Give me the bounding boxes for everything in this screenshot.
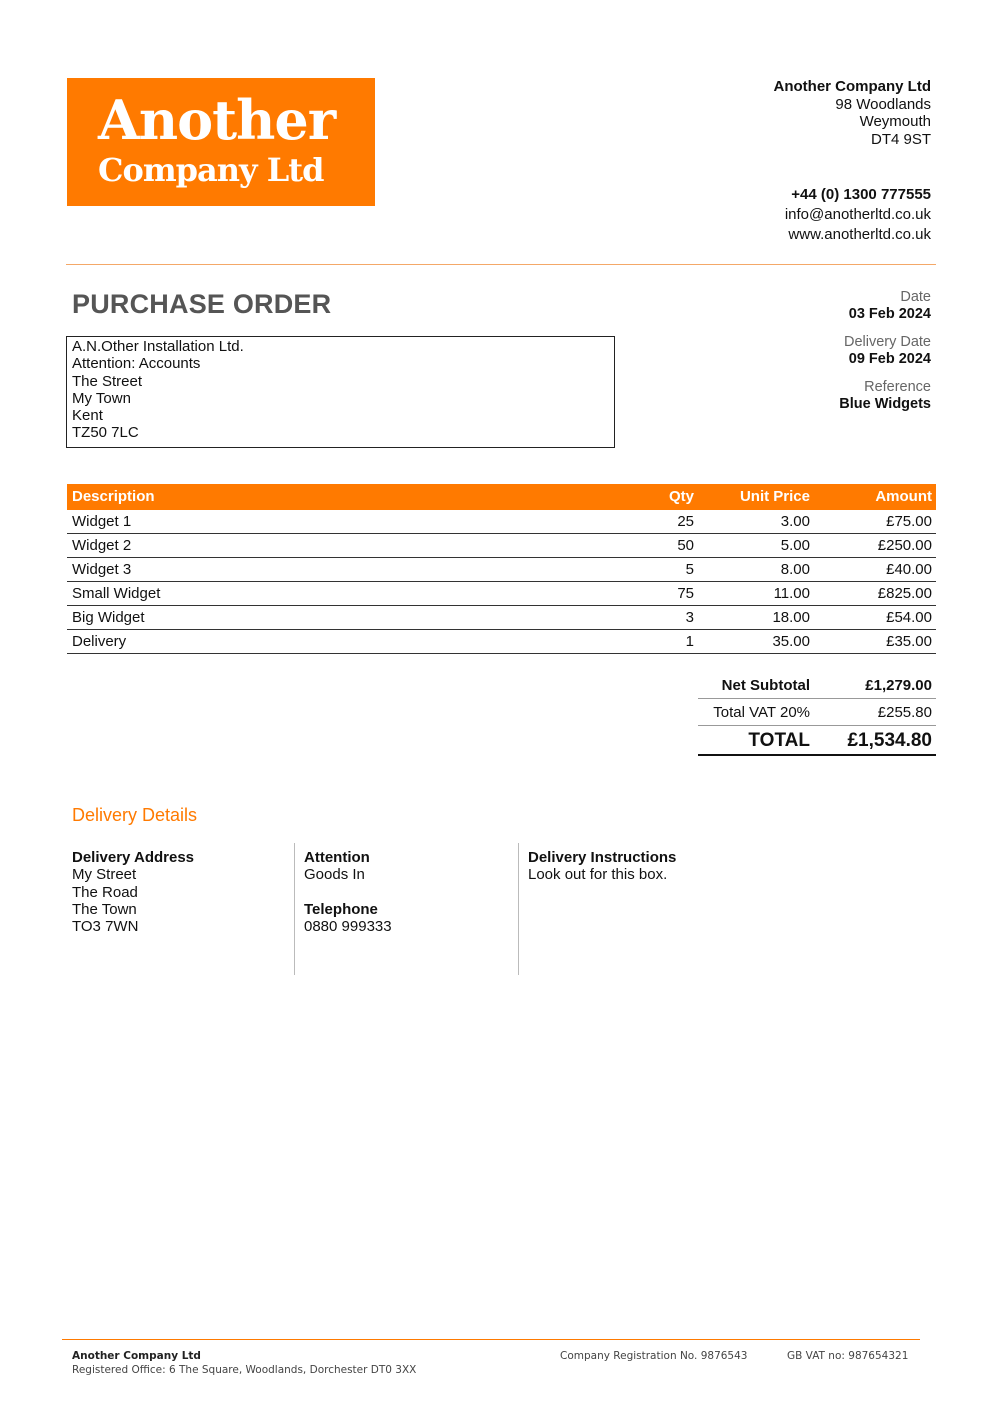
supplier-address-line: Kent	[72, 407, 103, 425]
footer-registration-number: Company Registration No. 9876543	[560, 1350, 748, 1362]
table-row	[67, 510, 936, 534]
telephone-label: Telephone	[304, 900, 378, 918]
row-qty: 1	[685, 633, 694, 650]
delivery-address-line: TO3 7WN	[72, 918, 139, 936]
reference-label: Reference	[864, 379, 931, 395]
total-row	[698, 726, 936, 756]
row-amount: £54.00	[886, 609, 932, 626]
row-unit-price: 18.00	[772, 609, 810, 626]
delivery-details-title: Delivery Details	[72, 805, 198, 825]
footer-divider	[62, 1339, 920, 1340]
supplier-address-line: My Town	[72, 389, 131, 407]
row-amount: £250.00	[877, 537, 932, 554]
row-description: Small Widget	[72, 585, 161, 602]
table-row	[67, 582, 936, 606]
attention-column	[304, 849, 392, 935]
vat-row	[698, 699, 936, 726]
logo-line-2: Company Ltd	[98, 151, 324, 189]
company-email: info@anotherltd.co.uk	[784, 206, 931, 223]
company-contact-block	[785, 185, 931, 245]
row-description: Big Widget	[72, 609, 145, 626]
company-phone: +44 (0) 1300 777555	[791, 186, 931, 203]
delivery-instructions-column	[528, 849, 676, 884]
delivery-address-line: The Road	[72, 883, 138, 901]
company-address-line: DT4 9ST	[870, 130, 931, 148]
delivery-date-label: Delivery Date	[843, 334, 931, 350]
row-amount: £35.00	[886, 633, 932, 650]
row-qty: 5	[685, 561, 694, 578]
footer-company-name: Another Company Ltd	[72, 1350, 201, 1362]
column-divider	[294, 843, 295, 975]
row-amount: £40.00	[886, 561, 932, 578]
company-website: www.anotherltd.co.uk	[788, 226, 931, 243]
row-qty: 75	[677, 585, 694, 602]
row-qty: 25	[677, 513, 694, 530]
supplier-address-box	[66, 336, 615, 448]
footer-registered-office: Registered Office: 6 The Square, Woodlands, Dorchester DT0 3XX	[72, 1364, 417, 1376]
row-description: Widget 3	[72, 561, 132, 578]
row-description: Widget 1	[72, 513, 132, 530]
supplier-address-line: TZ50 7LC	[72, 424, 139, 442]
table-row	[67, 534, 936, 558]
row-amount: £75.00	[886, 513, 932, 530]
company-logo	[67, 78, 375, 206]
delivery-address-column	[72, 849, 194, 935]
table-row	[67, 630, 936, 654]
supplier-address-line: The Street	[72, 372, 143, 390]
totals-block	[698, 674, 936, 756]
delivery-instructions-value: Look out for this box.	[528, 866, 668, 884]
row-unit-price: 5.00	[780, 537, 810, 554]
header-qty: Qty	[668, 488, 694, 505]
header-divider	[66, 264, 936, 265]
attention-label: Attention	[304, 849, 370, 866]
header-amount: Amount	[875, 488, 932, 505]
row-unit-price: 35.00	[772, 633, 810, 650]
delivery-instructions-label: Delivery Instructions	[528, 849, 677, 866]
row-qty: 50	[677, 537, 694, 554]
vat-value: £255.80	[877, 704, 932, 721]
delivery-date-value: 09 Feb 2024	[848, 351, 931, 367]
net-subtotal-row	[698, 674, 936, 699]
table-header	[67, 484, 936, 510]
supplier-address-line: Attention: Accounts	[72, 355, 201, 373]
company-address-block	[774, 78, 932, 148]
total-label: TOTAL	[748, 730, 810, 751]
total-value: £1,534.80	[847, 730, 932, 751]
date-label: Date	[900, 289, 931, 305]
header-unit-price: Unit Price	[739, 488, 810, 505]
vat-label: Total VAT 20%	[713, 704, 810, 721]
row-description: Widget 2	[72, 537, 132, 554]
delivery-address-line: My Street	[72, 866, 137, 884]
table-row	[67, 606, 936, 630]
net-subtotal-value: £1,279.00	[865, 677, 932, 694]
delivery-address-line: The Town	[72, 900, 137, 918]
net-subtotal-label: Net Subtotal	[721, 677, 810, 694]
column-divider	[518, 843, 519, 975]
company-address-line: 98 Woodlands	[835, 95, 931, 113]
header-description: Description	[72, 488, 155, 505]
footer-company	[72, 1350, 416, 1376]
footer-vat-number: GB VAT no: 987654321	[787, 1350, 909, 1362]
reference-value: Blue Widgets	[839, 396, 931, 412]
row-qty: 3	[685, 609, 694, 626]
attention-value: Goods In	[304, 866, 365, 884]
document-title: PURCHASE ORDER	[72, 289, 332, 319]
delivery-address-label: Delivery Address	[72, 849, 195, 866]
row-unit-price: 3.00	[780, 513, 810, 530]
table-row	[67, 558, 936, 582]
line-items-table	[67, 484, 936, 654]
supplier-address-line: A.N.Other Installation Ltd.	[72, 338, 244, 355]
order-meta	[711, 289, 931, 424]
date-value: 03 Feb 2024	[848, 306, 931, 322]
row-unit-price: 8.00	[780, 561, 810, 578]
company-address-line: Weymouth	[859, 113, 931, 130]
telephone-value: 0880 999333	[304, 917, 392, 935]
company-name: Another Company Ltd	[773, 78, 931, 95]
logo-line-1: Another	[98, 88, 336, 152]
row-description: Delivery	[72, 633, 127, 650]
row-amount: £825.00	[877, 585, 932, 602]
row-unit-price: 11.00	[773, 585, 810, 602]
